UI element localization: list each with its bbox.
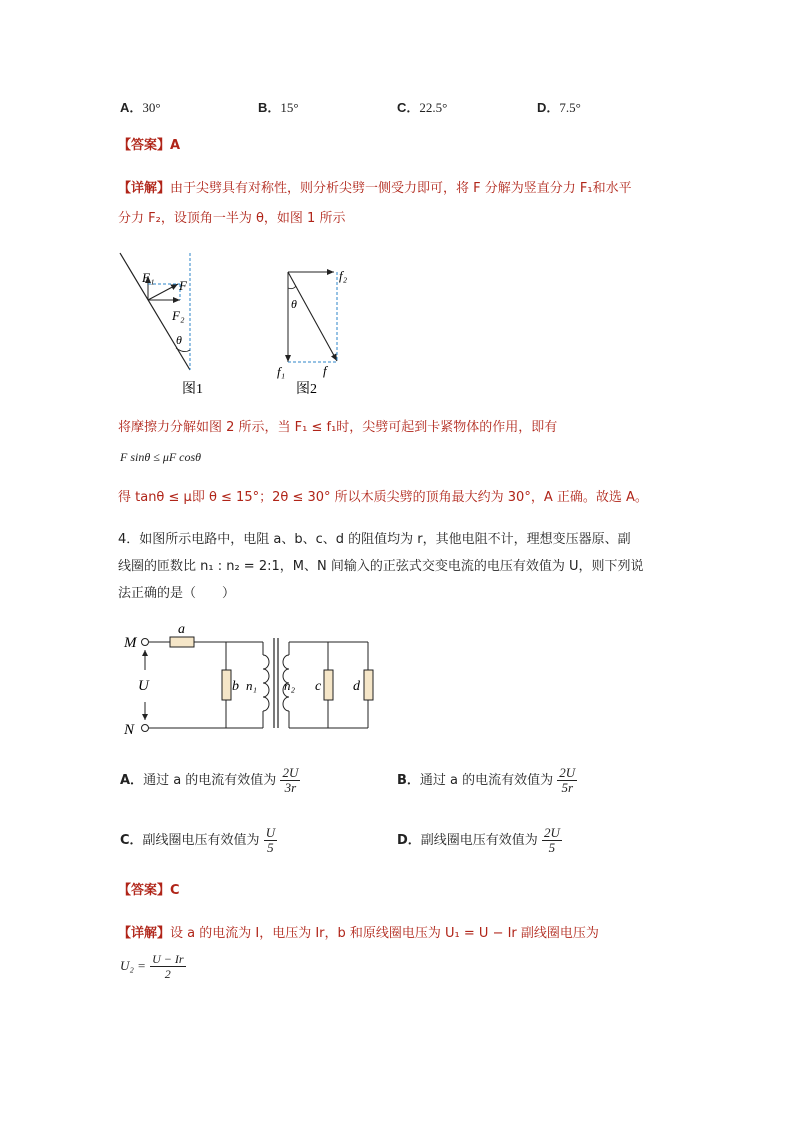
option-d: D．7.5°	[537, 100, 581, 115]
svg-text:c: c	[315, 679, 322, 694]
detail-line-4: 得 tanθ ≤ μ即 θ ≤ 15°；2θ ≤ 30° 所以木质尖劈的顶角最大约为 30°，A 正确。故选 A。	[118, 490, 648, 505]
detail-line-1: 【详解】由于尖劈具有对称性，则分析尖劈一侧受力即可，将 F 分解为竖直分力 F₁和水平	[118, 181, 632, 196]
label-F1: F₁	[142, 270, 155, 285]
svg-text:N: N	[124, 722, 135, 738]
q4-stem-line-1: 4．如图所示电路中，电阻 a、b、c、d 的阻值均为 r，其他电阻不计，理想变压器原、副	[118, 532, 631, 547]
svg-text:b: b	[232, 679, 239, 694]
detail-line-3: 将摩擦力分解如图 2 所示，当 F₁ ≤ f₁时，尖劈可起到卡紧物体的作用，即有	[118, 420, 558, 435]
option-b: B．15°	[258, 100, 299, 115]
label-theta-1: θ	[176, 333, 182, 347]
svg-text:n₁: n₁	[246, 678, 258, 693]
svg-text:M: M	[124, 635, 137, 651]
label-F2: F₂	[172, 308, 185, 323]
q4-answer-line: 【答案】C	[118, 883, 180, 898]
q4-option-d: D．副线圈电压有效值为 $\frac{2U}{5}$	[397, 825, 560, 855]
label-f1: f₁	[277, 364, 286, 379]
force-diagram	[110, 248, 370, 398]
label-theta-2: θ	[291, 297, 297, 311]
q4-formula-u2: U₂ = $\frac{U - Ir}{2}$	[120, 952, 184, 981]
q4-option-a: A．通过 a 的电流有效值为 $\frac{2U}{3r}$	[120, 765, 299, 795]
svg-text:U: U	[138, 678, 149, 694]
answer-line: 【答案】A	[118, 138, 181, 153]
formula-1: F sinθ ≤ μF cosθ	[120, 450, 202, 464]
detail-line-2: 分力 F₂，设顶角一半为 θ，如图 1 所示	[118, 211, 346, 226]
fig1-caption: 图1	[182, 382, 203, 397]
q4-stem-line-2: 线圈的匝数比 n₁ : n₂ = 2:1，M、N 间输入的正弦式交变电流的电压有效值为 U，则下列说	[118, 559, 644, 574]
circuit-diagram	[118, 620, 398, 745]
option-c: C．22.5°	[397, 100, 448, 115]
q4-detail-line-1: 【详解】设 a 的电流为 I，电压为 Ir，b 和原线圈电压为 U₁ = U − Ir 副线圈电压为	[118, 926, 599, 941]
label-F: F	[179, 278, 187, 293]
option-a: A．30°	[120, 100, 161, 115]
q4-option-b: B．通过 a 的电流有效值为 $\frac{2U}{5r}$	[397, 765, 576, 795]
fig2-caption: 图2	[296, 382, 317, 397]
label-f2: f₂	[339, 268, 348, 283]
q4-option-c: C．副线圈电压有效值为 $\frac{U}{5}$	[120, 825, 276, 855]
label-f: f	[323, 363, 327, 378]
svg-text:a: a	[178, 622, 185, 637]
q4-stem-line-3: 法正确的是（ ）	[118, 586, 236, 601]
svg-text:n₂: n₂	[284, 678, 296, 693]
svg-text:d: d	[353, 679, 360, 694]
